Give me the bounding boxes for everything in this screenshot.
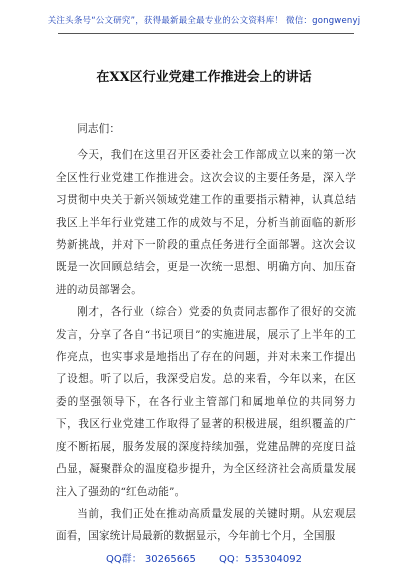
document-body (56, 118, 356, 548)
footer-qq-group: QQ群： 30265665 (105, 554, 196, 565)
paragraph-1: 今天，我们在这里召开区委社会工作部成立以来的第一次全区性行业党建工作推进会。这次会议的主要任务是，深入学习贯彻中央关于新兴领域党建工作的重要指示精神，认真总结我区上半年行业党建工作的成效与不足，分析当前面临的新形势新挑战，并对下一阶段的重点任务进行全面部署。这次会议既是一次回顾总结会，更是一次统一思想、明确方向、加压奋进的动员部署会。 (56, 149, 356, 296)
footer-qq: QQ：535304092 (219, 554, 303, 565)
header-notice: 关注头条号“公文研究”，获得最新最全最专业的公文资料库！ 微信：gongwenyj (47, 16, 361, 26)
paragraph-2: 刚才，各行业（综合）党委的负责同志都作了很好的交流发言，分享了各自“书记项目”的实施进展，展示了上半年的工作亮点，也实事求是地指出了存在的问题，并对未来工作提出了设想。听了以后，我深受启发。总的来看，今年以来，在区委的坚强领导下，在各行业主管部门和属地单位的共同努力下，我区行业党建工作取得了显著的积极进展，组织覆盖的广度不断拓展，服务发展的深度持续加强，党建品牌的亮度日益凸显，凝聚群众的温度稳步提升，为全区经济社会高质量发展注入了强劲的“红色动能”。 (56, 306, 356, 498)
paragraph-3: 当前，我们正处在推动高质量发展的关键时期。从宏观层面看，国家统计局最新的数据显示，今年前七个月，全国服 (56, 507, 356, 543)
header-divider (58, 33, 354, 34)
footer-contact (0, 550, 408, 565)
salutation: 同志们： (77, 123, 121, 135)
document-title: 在XX区行业党建工作推进会上的讲话 (96, 70, 312, 85)
